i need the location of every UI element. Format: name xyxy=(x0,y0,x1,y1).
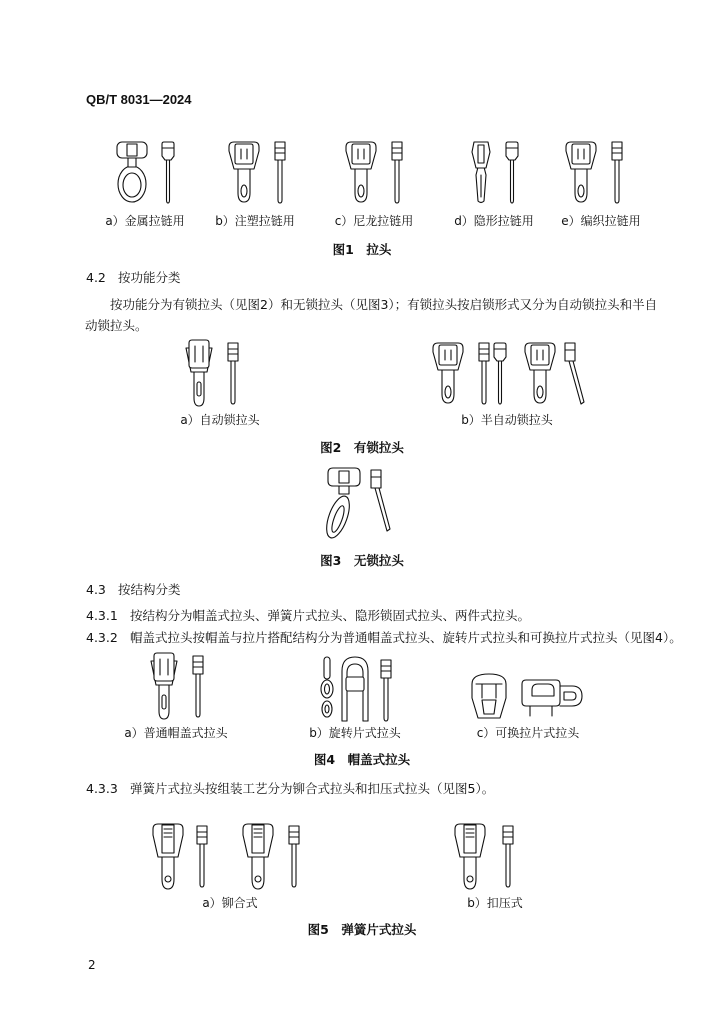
section-4-3-title: 按结构分类 xyxy=(118,582,181,597)
front-view-drawing xyxy=(346,142,376,202)
figure3-title: 图3 无锁拉头 xyxy=(320,553,404,568)
figure4-standard-cap-slider-drawing xyxy=(148,650,210,722)
figure2-caption-a: a）自动锁拉头 xyxy=(180,413,260,427)
front-view-drawing xyxy=(472,674,506,718)
front-view-drawing xyxy=(472,142,490,203)
side-view-drawing xyxy=(275,142,285,203)
figure5-caption-a: a）铆合式 xyxy=(202,896,258,910)
side-view-drawing xyxy=(381,660,391,721)
front-view-drawing xyxy=(455,824,485,889)
clause-4-3-3-text: 弹簧片式拉头按组装工艺分为铆合式拉头和扣压式拉头（见图5）。 xyxy=(130,781,495,796)
side-view-drawing xyxy=(197,826,207,887)
front-view-drawing xyxy=(324,468,360,541)
side-view-drawing xyxy=(193,656,203,717)
figure4-rotating-tab-slider-drawing xyxy=(318,655,402,725)
section-4-2-number: 4.2 xyxy=(86,270,106,285)
figure2-auto-lock-slider-drawing xyxy=(183,337,247,409)
figure4-caption-c: c）可换拉片式拉头 xyxy=(476,726,580,740)
figure2-caption-b: b）半自动锁拉头 xyxy=(461,413,553,427)
figure4-caption-a: a）普通帽盖式拉头 xyxy=(124,726,228,740)
front-view-drawing xyxy=(433,343,463,403)
rotating-tab-drawing xyxy=(321,657,333,717)
front-view-drawing xyxy=(153,824,183,889)
figure1-caption-d: d）隐形拉链用 xyxy=(454,214,534,228)
section-4-3-number: 4.3 xyxy=(86,582,106,597)
figure1-invisible-slider-drawing xyxy=(468,138,522,206)
front-view-drawing xyxy=(186,340,212,406)
front-view-drawing xyxy=(151,653,177,719)
figure2-semi-auto-lock-slider-drawing xyxy=(430,338,596,408)
figure5-caption-b: b）扣压式 xyxy=(467,896,523,910)
front-view-drawing xyxy=(566,142,596,202)
side-view-drawing xyxy=(494,343,506,404)
side-view-drawing xyxy=(506,142,518,203)
side-view-drawing xyxy=(228,343,238,404)
figure4-replaceable-tab-slider-drawing xyxy=(468,668,592,724)
side-view-drawing xyxy=(392,142,402,203)
side-view-drawing xyxy=(565,343,584,404)
section-4-2-title: 按功能分类 xyxy=(118,270,181,285)
figure5-title: 图5 弹簧片式拉头 xyxy=(307,922,417,937)
section-4-2-paragraph: 按功能分为有锁拉头（见图2）和无锁拉头（见图3）；有锁拉头按启锁形式又分为自动锁拉头和半自动锁拉头。 xyxy=(85,297,658,333)
clause-4-3-1-number: 4.3.1 xyxy=(86,608,118,623)
figure1-title: 图1 拉头 xyxy=(332,242,392,257)
side-view-drawing xyxy=(503,826,513,887)
figure1-caption-b: b）注塑拉链用 xyxy=(215,214,295,228)
front-view-drawing xyxy=(525,343,555,403)
side-view-drawing xyxy=(612,142,622,203)
figure3-non-lock-slider-drawing xyxy=(324,463,396,543)
figure4-title: 图4 帽盖式拉头 xyxy=(313,752,411,767)
side-view-drawing xyxy=(479,343,489,404)
figure1-caption-c: c）尼龙拉链用 xyxy=(334,214,414,228)
side-view-drawing xyxy=(522,680,582,716)
figure1-nylon-slider-drawing xyxy=(343,138,409,206)
front-view-drawing xyxy=(342,657,368,721)
figure5-crimped-spring-slider-drawing xyxy=(452,820,524,892)
figure1-woven-slider-drawing xyxy=(563,138,629,206)
page-number: 2 xyxy=(88,958,96,972)
figure1-caption-e: e）编织拉链用 xyxy=(561,214,641,228)
side-view-drawing xyxy=(162,142,174,203)
front-view-drawing xyxy=(117,142,147,202)
figure5-riveted-spring-slider-drawing xyxy=(150,820,312,892)
figure2-title: 图2 有锁拉头 xyxy=(320,440,404,455)
clause-4-3-2-text: 帽盖式拉头按帽盖与拉片搭配结构分为普通帽盖式拉头、旋转片式拉头和可换拉片式拉头（见图4）。 xyxy=(130,630,682,645)
front-view-drawing xyxy=(243,824,273,889)
clause-4-3-2-number: 4.3.2 xyxy=(86,630,118,645)
front-view-drawing xyxy=(229,142,259,202)
figure1-caption-a: a）金属拉链用 xyxy=(105,214,185,228)
figure4-caption-b: b）旋转片式拉头 xyxy=(309,726,401,740)
side-view-drawing xyxy=(289,826,299,887)
side-view-drawing xyxy=(371,470,390,531)
figure1-metal-slider-drawing xyxy=(114,138,180,206)
clause-4-3-3-number: 4.3.3 xyxy=(86,781,118,796)
figure1-plastic-slider-drawing xyxy=(226,138,292,206)
clause-4-3-1-text: 按结构分为帽盖式拉头、弹簧片式拉头、隐形锁固式拉头、两件式拉头。 xyxy=(130,608,531,623)
standard-code-header: QB/T 8031—2024 xyxy=(86,92,192,107)
